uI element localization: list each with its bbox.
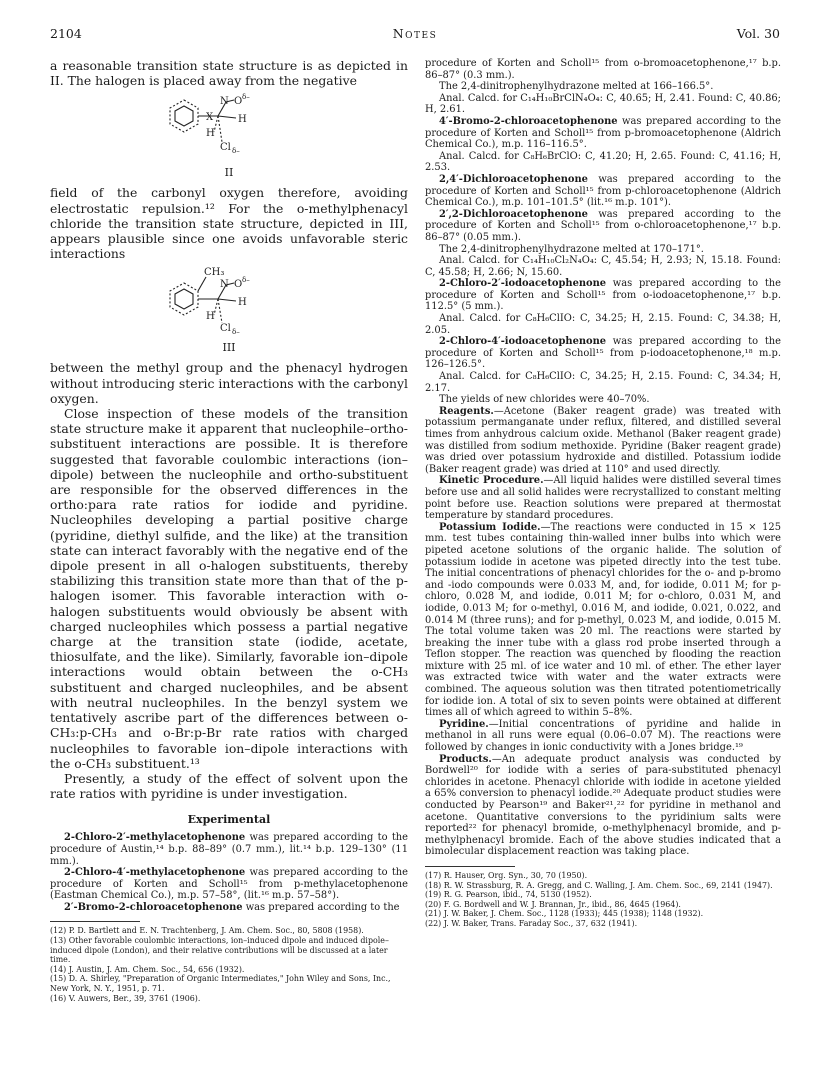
compound-name: 2′-Bromo-2-chloroacetophenone: [64, 901, 243, 913]
footnote: (13) Other favorable coulombic interactions, ion–induced dipole and induced dipole–induced dipole (London), and their relative contributions will be discussed at a later time.: [50, 936, 389, 965]
entry-text: was prepared according to the procedure of Korten and Scholl¹⁵ from p-iodoacetophenone,¹⁸ m.p. 126–126.5°.: [425, 336, 781, 371]
footnote-rule: [425, 866, 515, 867]
paragraph: between the methyl group and the phenacyl hydrogen without introducing steric interactions with the carbonyl oxygen.: [50, 360, 408, 406]
footnote: (21) J. W. Baker, J. Chem. Soc., 1128 (1933); 445 (1938); 1148 (1932).: [425, 909, 704, 919]
page-header: [50, 26, 780, 42]
atom-label: CH₃: [204, 267, 225, 279]
experimental-entry: [425, 475, 781, 521]
section-heading: Experimental: [187, 813, 271, 827]
entry-text: was prepared according to the procedure of Korten and Scholl¹⁵ from p-bromoacetophenone (Aldrich Chemical Co.), m.p. 116–116.5°.: [425, 115, 781, 151]
entry-text: —Acetone (Baker reagent grade) was treated with potassium permanganate under reflux, filtered, and distilled several times from anhydrous calcium oxide. Methanol (Baker reagent grade) was distilled from sodium methoxide. Pyridine (Baker reagent grade) was dried over potassium hydroxide and distilled. Potassium iodide (Baker reagent grade) was dried at 110° and used directly.: [425, 405, 781, 475]
entry-text: was prepared according to the procedure of Korten and Scholl¹⁵ from o-iodoacetophenone,¹⁷ b.p. 112.5° (5 mm.).: [425, 278, 781, 313]
paragraph: a reasonable transition state structure is as depicted in II. The halogen is placed away from the negative: [50, 58, 408, 89]
entry-text: —An adequate product analysis was conducted by Bordwell²⁰ for iodide with a series of para-substituted phenacyl chlorides in acetone. Phenacyl chloride with iodide in acetone yielded a 65% conversion to phenacyl iodide.²⁰ Adequate product studies were conducted by Pearson¹⁹ and Baker²¹,²² for pyridine in methanol and acetone. Quantitative conversions to the pyridinium salts were reported²² for phenacyl bromide, o-methylphenacyl bromide, and p-methylphenacyl bromide. Each of the above studies indicated that a bimolecular displacement reaction was taking place.: [425, 753, 781, 858]
footnote: (19) R. G. Pearson, ibid., 74, 5130 (1952).: [425, 890, 592, 900]
experimental-entry: [425, 522, 781, 719]
experimental-entry: [425, 406, 781, 476]
analysis-line: Anal. Calcd. for C₈H₆ClIO: C, 34.25; H, 2.15. Found: C, 34.38; H, 2.05.: [425, 313, 781, 336]
structure-ii: [50, 92, 408, 179]
entry-text: was prepared according to the procedure of Korten and Scholl¹⁵ from p-chloroacetophenone (Aldrich Chemical Co.), m.p. 101–101.5° (lit.¹⁶ m.p. 101°).: [425, 173, 781, 209]
atom-label: H: [238, 297, 247, 309]
atom-label: H: [206, 311, 215, 323]
footnote: (15) D. A. Shirley, "Preparation of Organic Intermediates," John Wiley and Sons, Inc., New York, N. Y., 1951, p. 71.: [50, 974, 391, 994]
footnote: (22) J. W. Baker, Trans. Faraday Soc., 37, 632 (1941).: [425, 918, 638, 928]
entry-text: —Initial concentrations of pyridine and halide in methanol in all runs were equal (0.06–0.07 M). The reactions were followed by changes in ionic conductivity with a Jones bridge.¹⁹: [425, 718, 781, 754]
page-number: 2104: [50, 26, 82, 41]
structure-iii: [50, 265, 408, 354]
experimental-entry: [425, 754, 781, 858]
experimental-entry: [425, 336, 781, 371]
experimental-entry: [50, 832, 408, 867]
atom-label: X: [206, 112, 214, 124]
compound-name: 2,4′-Dichloroacetophenone: [439, 173, 588, 185]
paragraph: The 2,4-dinitrophenylhydrazone melted at 166–166.5°.: [439, 81, 714, 93]
entry-text: was prepared according to the procedure of Austin,¹⁴ b.p. 88–89° (0.7 mm.), lit.¹⁴ b.p. 129–130° (11 mm.).: [50, 832, 408, 867]
analysis-line: Anal. Calcd. for C₁₄H₁₀BrClN₄O₄: C, 40.65; H, 2.41. Found: C, 40.86; H, 2.61.: [425, 92, 781, 116]
analysis-line: Anal. Calcd. for C₈H₆BrClO: C, 41.20; H, 2.65. Found: C, 41.16; H, 2.53.: [425, 150, 781, 174]
structure-ii-drawing: [154, 92, 304, 164]
footnote: (14) J. Austin, J. Am. Chem. Soc., 54, 656 (1932).: [50, 964, 245, 974]
analysis-line: Anal. Calcd. for C₁₄H₁₀Cl₂N₄O₄: C, 45.54; H, 2.93; N, 15.18. Found: C, 45.58; H, 2.66; N, 15.60.: [425, 255, 781, 278]
atom-label: N: [220, 279, 229, 291]
subsection-name: Reagents.: [439, 405, 494, 417]
structure-label: III: [222, 341, 236, 355]
experimental-entry: [425, 719, 781, 754]
compound-name: 2′,2-Dichloroacetophenone: [439, 208, 588, 220]
footnote-rule: [50, 921, 140, 922]
subsection-name: Kinetic Procedure.: [439, 475, 544, 487]
experimental-entry: [425, 174, 781, 209]
atom-label: Cl: [220, 323, 231, 335]
volume-label: Vol. 30: [736, 26, 780, 41]
footnote: (20) F. G. Bordwell and W. J. Brannan, Jr., ibid., 86, 4645 (1964).: [425, 899, 681, 909]
atom-label: δ–: [232, 147, 240, 156]
left-column: [50, 58, 408, 1003]
paragraph: field of the carbonyl oxygen therefore, avoiding electrostatic repulsion.¹² For the o-methylphenacyl chloride the transition state structure, depicted in III, appears plausible since one avoids unfavorable steric interactions: [50, 185, 408, 262]
experimental-entry: [425, 278, 781, 313]
atom-label: H: [238, 114, 247, 126]
atom-label: O: [234, 96, 243, 108]
analysis-line: Anal. Calcd. for C₈H₆ClIO: C, 34.25; H, 2.15. Found: C, 34.34; H, 2.17.: [425, 371, 781, 394]
paragraph: Presently, a study of the effect of solvent upon the rate ratios with pyridine is under investigation.: [50, 770, 408, 802]
paragraph: The 2,4-dinitrophenylhydrazone melted at 170–171°.: [439, 243, 704, 255]
atom-label: N: [220, 96, 229, 108]
running-head: Notes: [392, 26, 438, 41]
entry-text: was prepared according to the procedure of Korten and Scholl¹⁵ from p-methylacetophenone (Eastman Chemical Co.), m.p. 57–58°, (lit.¹⁶ m.p. 57–58°).: [50, 867, 408, 902]
atom-label: δ–: [242, 276, 250, 285]
paragraph: Close inspection of these models of the transition state structure make it apparent that nucleophile–ortho-substituent interactions are possible. It is therefore suggested that favorable coulombic interactions (ion–dipole) between the nucleophile and ortho-substituent are responsible for the observed differences in the ortho:para rate ratios for iodide and pyridine. Nucleophiles developing a partial positive charge (pyridine, diethyl sulfide, and the like) at the transition state can interact favorably with the negative end of the dipole present in all o-halogen substituents, thereby stabilizing this transition state more than that of the p-halogen isomer. This favorable interaction with o-halogen substituents would obviously be absent with charged nucleophiles which possess a partial negative charge at the transition state (iodide, acetate, thiosulfate, and the like). Similarly, favorable ion–dipole interactions would obtain between the o-CH₃ substituent and charged nucleophiles, and be absent with neutral nucleophiles. In the benzyl system we tentatively ascribe part of the differences between o-CH₃:p-CH₃ and o-Br:p-Br rate ratios with charged nucleophiles to favorable ion–dipole interactions with the o-CH₃ substituent.¹³: [50, 406, 408, 771]
entry-text: was prepared according to the procedure of Korten and Scholl¹⁵ from o-chloroacetophenone,¹⁷ b.p. 86–87° (0.05 mm.).: [425, 208, 781, 243]
compound-name: 2-Chloro-4′-iodoacetophenone: [439, 336, 607, 348]
experimental-entry: [425, 116, 781, 151]
structure-iii-drawing: [154, 265, 304, 339]
right-column: [425, 58, 781, 929]
footnote: (18) R. W. Strassburg, R. A. Gregg, and C. Walling, J. Am. Chem. Soc., 69, 2141 (1947).: [425, 880, 773, 890]
experimental-entry: [50, 867, 408, 902]
experimental-entry: [425, 209, 781, 244]
paragraph: The yields of new chlorides were 40–70%.: [439, 394, 650, 406]
atom-label: δ–: [232, 328, 240, 337]
footnote: (12) P. D. Bartlett and E. N. Trachtenberg, J. Am. Chem. Soc., 80, 5808 (1958).: [50, 926, 364, 936]
atom-label: O: [234, 279, 243, 291]
compound-name: 4′-Bromo-2-chloroacetophenone: [439, 115, 618, 127]
entry-text: —All liquid halides were distilled several times before use and all solid halides were recrystallized to constant melting point before use. Reaction solutions were prepared at thermostat temperature by standard procedures.: [425, 475, 782, 522]
compound-name: 2-Chloro-2′-methylacetophenone: [64, 832, 246, 844]
footnote: (17) R. Hauser, Org. Syn., 30, 70 (1950).: [425, 870, 588, 880]
compound-name: 2-Chloro-4′-methylacetophenone: [64, 867, 246, 879]
atom-label: δ–: [242, 93, 250, 102]
subsection-name: Pyridine.: [439, 718, 489, 730]
paragraph: procedure of Korten and Scholl¹⁵ from o-bromoacetophenone,¹⁷ b.p. 86–87° (0.3 mm.).: [425, 58, 781, 81]
entry-text: —The reactions were conducted in 15 × 125 mm. test tubes containing thin-walled inner bulbs into which were pipeted acetone solutions of the organic halide. The solution of potassium iodide in acetone was pipeted directly into the test tube. The initial concentrations of phenacyl chlorides for the o- and p-bromo and -iodo compounds were 0.033 M, and, for iodide, 0.011 M; for p-chloro, 0.028 M, and iodide, 0.011 M; for o-chloro, 0.031 M, and iodide, 0.013 M; for o-methyl, 0.016 M, and iodide, 0.021, 0.022, and 0.014 M (three runs); and for p-methyl, 0.023 M, and iodide, 0.015 M. The total volume taken was 20 ml. The reactions were started by breaking the inner tube with a glass rod probe inserted through a Teflon stopper. The reaction was quenched by flooding the reaction mixture with 25 ml. of ice water and 10 ml. of ether. The ether layer was extracted twice with water and the water extracts were combined. The aqueous solution was then titrated potentiometrically for iodide ion. A total of six to seven points were obtained at different times all of which agreed to within 5–8%.: [425, 521, 781, 719]
atom-label: Cl: [220, 142, 231, 154]
entry-text: was prepared according to the: [242, 901, 400, 913]
subsection-name: Products.: [439, 753, 492, 765]
experimental-entry: [50, 902, 408, 914]
footnote: (16) V. Auwers, Ber., 39, 3761 (1906).: [50, 993, 201, 1003]
structure-label: II: [224, 166, 234, 180]
subsection-name: Potassium Iodide.: [439, 521, 541, 533]
compound-name: 2-Chloro-2′-iodoacetophenone: [439, 278, 607, 290]
atom-label: H: [206, 128, 215, 140]
